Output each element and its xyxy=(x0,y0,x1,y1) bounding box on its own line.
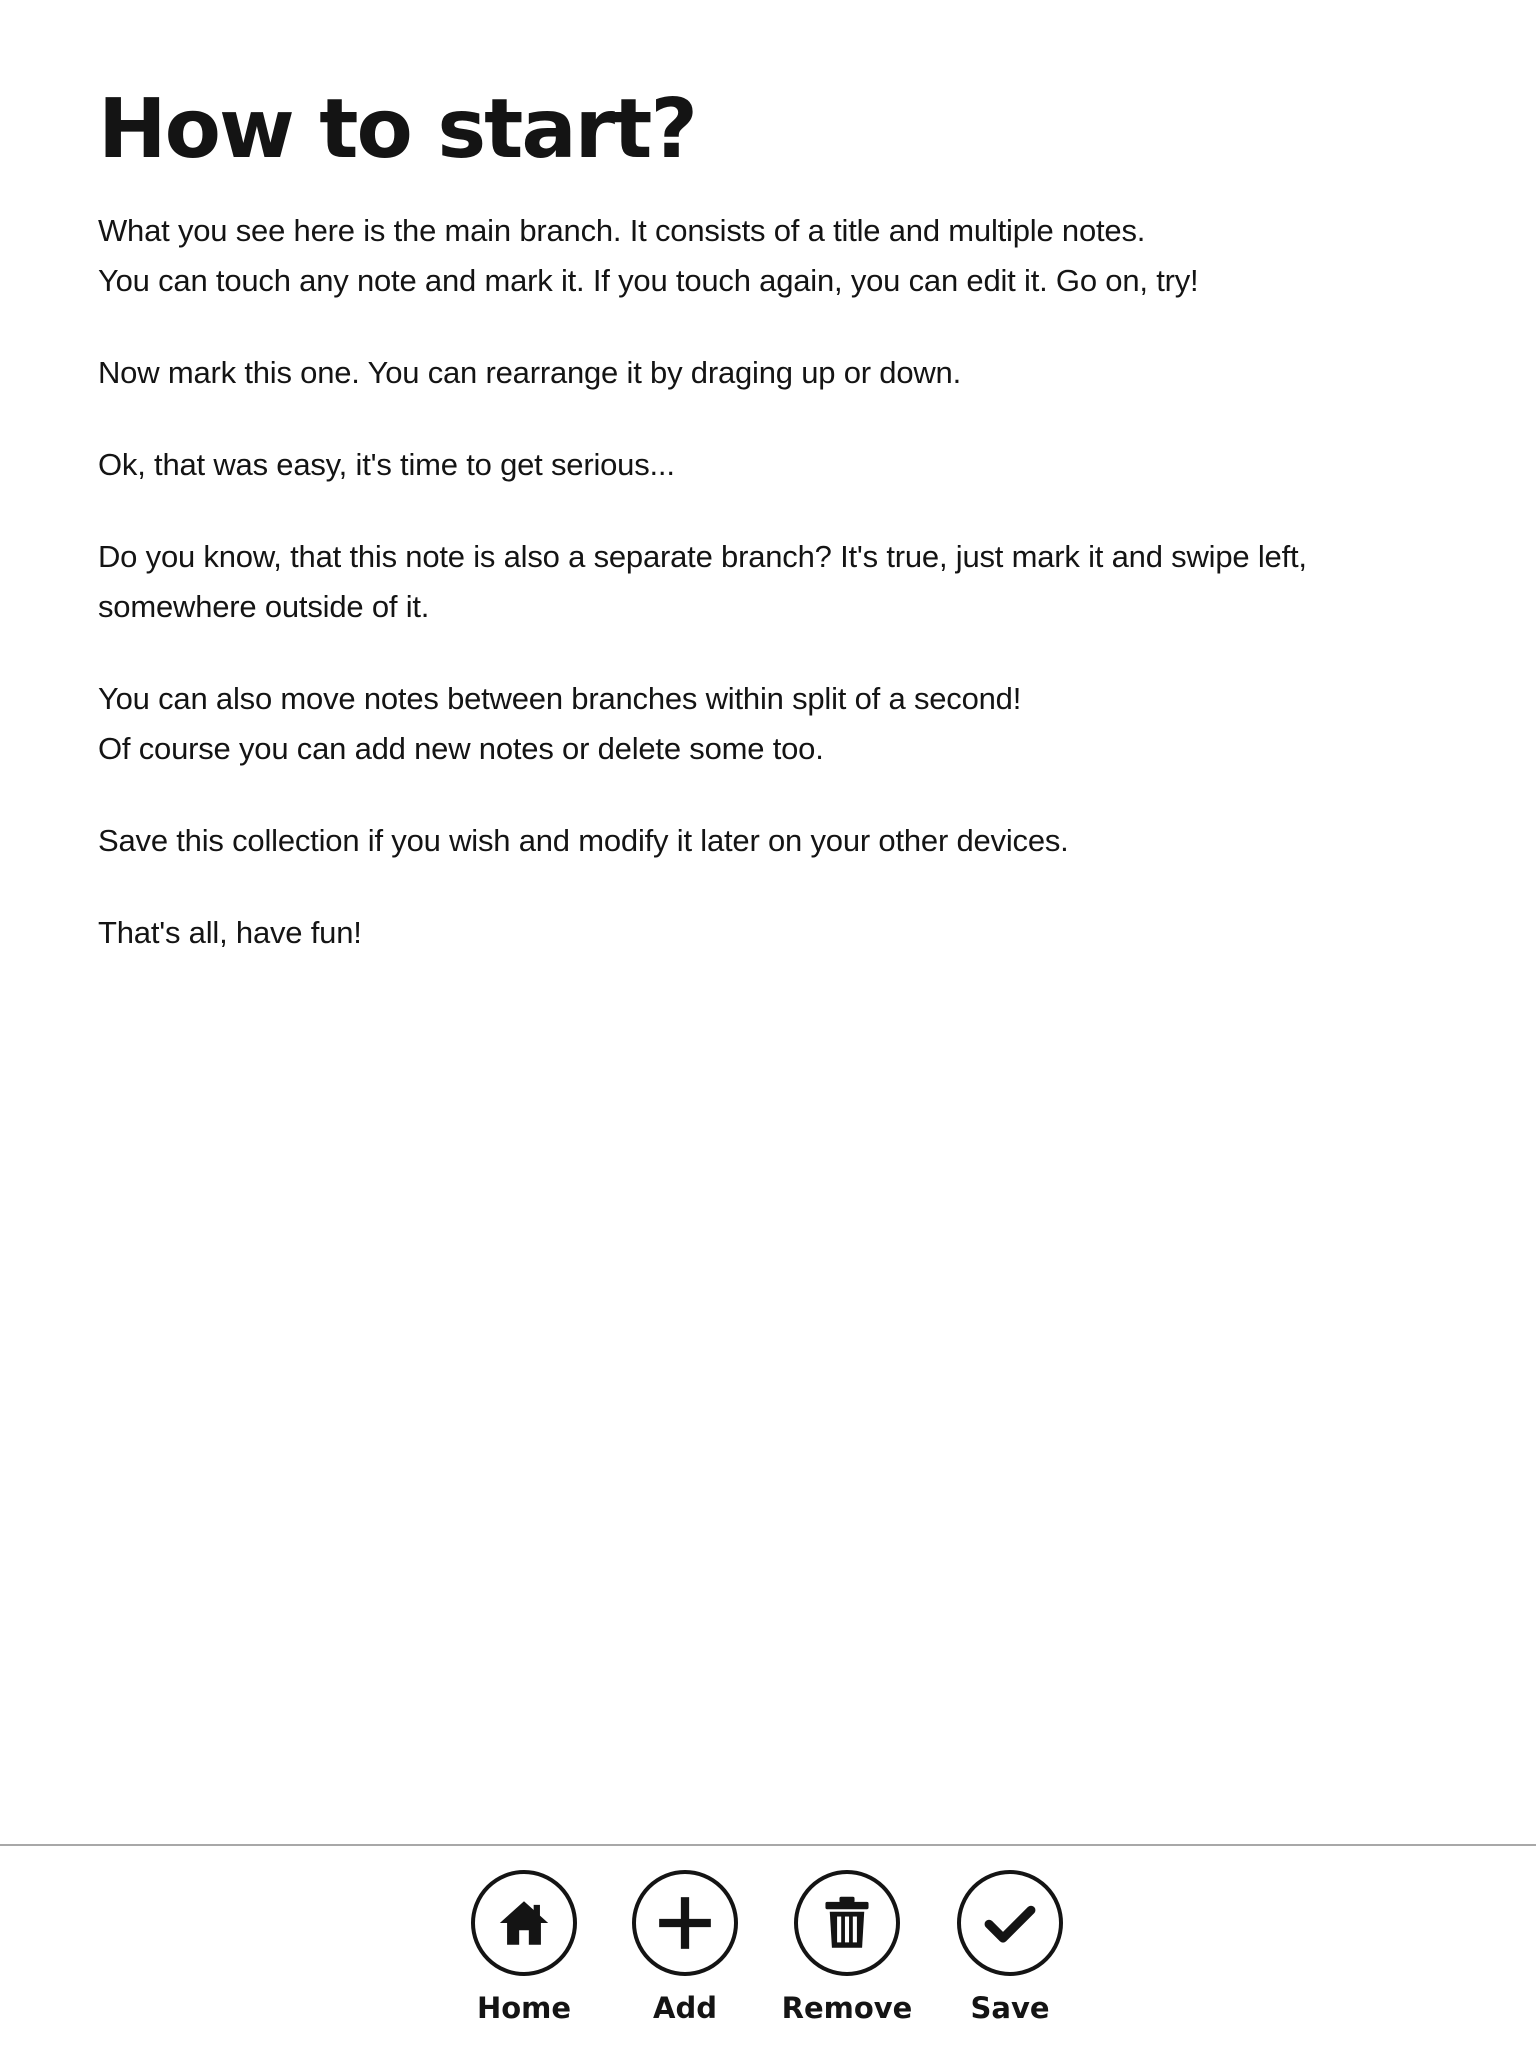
notes-list xyxy=(98,206,1468,958)
note-line: You can also move notes between branches within split of a second! xyxy=(98,681,1022,716)
note-item[interactable] xyxy=(98,674,1468,774)
remove-button[interactable] xyxy=(767,1870,927,2040)
home-icon xyxy=(495,1894,553,1952)
remove-button-circle[interactable] xyxy=(794,1870,900,1976)
note-item[interactable] xyxy=(98,532,1468,632)
save-button-circle[interactable] xyxy=(957,1870,1063,1976)
add-button-circle[interactable] xyxy=(632,1870,738,1976)
add-button[interactable] xyxy=(605,1870,765,2040)
note-line: Do you know, that this note is also a separate branch? It's true, just mark it and swipe left, xyxy=(98,539,1307,574)
checkmark-icon xyxy=(982,1895,1038,1951)
bottom-toolbar xyxy=(0,1844,1536,2048)
note-line: somewhere outside of it. xyxy=(98,589,430,624)
home-button[interactable] xyxy=(444,1870,604,2040)
note-line: Save this collection if you wish and modify it later on your other devices. xyxy=(98,823,1069,858)
note-line: Ok, that was easy, it's time to get serious... xyxy=(98,447,675,482)
plus-icon xyxy=(654,1892,716,1954)
branch-title[interactable]: How to start? xyxy=(98,82,696,177)
save-button-label: Save xyxy=(970,1991,1050,2025)
note-item[interactable] xyxy=(98,206,1468,306)
add-button-label: Add xyxy=(653,1991,717,2025)
note-item[interactable] xyxy=(98,816,1468,866)
note-line: Now mark this one. You can rearrange it by draging up or down. xyxy=(98,355,962,390)
note-item[interactable] xyxy=(98,908,1468,958)
home-button-label: Home xyxy=(476,1991,572,2025)
main-branch xyxy=(98,80,1468,1000)
note-line: Of course you can add new notes or delete some too. xyxy=(98,731,824,766)
note-line: You can touch any note and mark it. If you touch again, you can edit it. Go on, try! xyxy=(98,263,1199,298)
note-item[interactable] xyxy=(98,440,1468,490)
remove-button-label: Remove xyxy=(781,1991,913,2025)
save-button[interactable] xyxy=(930,1870,1090,2040)
note-line: That's all, have fun! xyxy=(98,915,362,950)
note-line: What you see here is the main branch. It consists of a title and multiple notes. xyxy=(98,213,1146,248)
trash-icon xyxy=(821,1895,873,1951)
home-button-circle[interactable] xyxy=(471,1870,577,1976)
note-item[interactable] xyxy=(98,348,1468,398)
